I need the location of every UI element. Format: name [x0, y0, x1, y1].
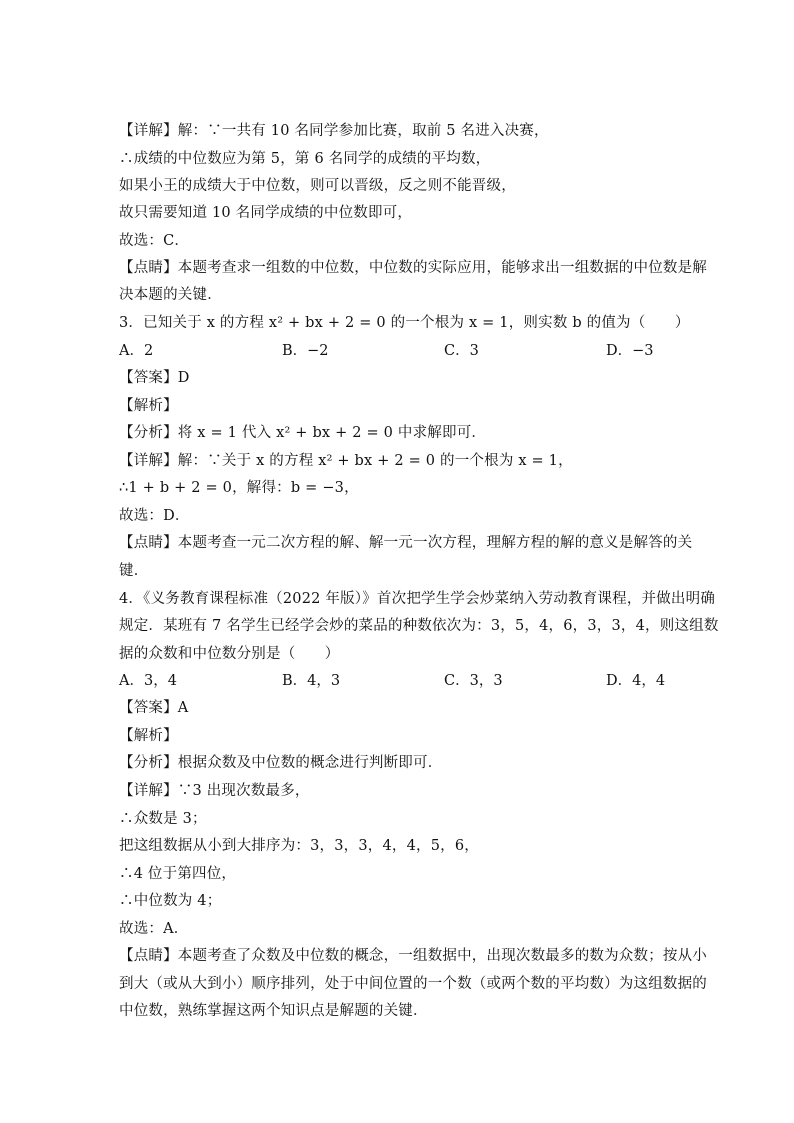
question-4-stem: 4．《义务教育课程标准（2022 年版）》首次把学生学会炒菜纳入劳动教育课程，并做出明确: [119, 591, 716, 607]
text-line: 【详解】解：∵关于 x 的方程 x² + bx + 2 = 0 的一个根为 x = 1，: [119, 453, 573, 469]
answer-label: 【答案】A: [119, 700, 189, 716]
question-3-stem: 3．已知关于 x 的方程 x² + bx + 2 = 0 的一个根为 x = 1，则实数 b 的值为（ ）: [119, 315, 690, 331]
q3-choice-d: D．−3: [606, 343, 654, 359]
text-line: ∴众数是 3；: [119, 811, 207, 827]
q4-choice-a: A．3，4: [119, 673, 177, 689]
q3-choice-b: B．−2: [282, 343, 329, 359]
question-4-stem: 据的众数和中位数分别是（ ）: [119, 646, 340, 662]
text-line: 【点睛】本题考查了众数及中位数的概念，一组数据中，出现次数最多的数为众数；按从小: [119, 948, 707, 964]
q4-choice-c: C．3，3: [444, 673, 503, 689]
q3-choice-a: A．2: [119, 343, 154, 359]
q4-choice-b: B．4，3: [282, 673, 341, 689]
question-4-stem: 规定．某班有 7 名学生已经学会炒的菜品的种数依次为：3，5，4，6，3，3，4，则这组数: [119, 618, 719, 634]
text-line: 键．: [119, 563, 149, 579]
text-line: ∴1 + b + 2 = 0，解得：b = −3，: [119, 480, 359, 496]
text-line: 故选：A．: [119, 921, 189, 937]
text-line: ∴中位数为 4；: [119, 893, 222, 909]
text-line: 决本题的关键．: [119, 287, 222, 303]
text-line: 把这组数据从小到大排序为：3，3，3，4，4，5，6，: [119, 838, 479, 854]
text-line: 中位数，熟练掌握这两个知识点是解题的关键．: [119, 1003, 428, 1019]
text-line: 故只需要知道 10 名同学成绩的中位数即可，: [119, 205, 413, 221]
text-line: 【点睛】本题考查求一组数的中位数，中位数的实际应用，能够求出一组数据的中位数是解: [119, 260, 707, 276]
text-line: 故选：D．: [119, 508, 190, 524]
text-line: 【详解】解：∵一共有 10 名同学参加比赛，取前 5 名进入决赛，: [119, 123, 549, 139]
q3-choice-c: C．3: [444, 343, 479, 359]
text-line: 【分析】根据众数及中位数的概念进行判断即可．: [119, 755, 443, 771]
text-line: 【详解】∵3 出现次数最多，: [119, 783, 310, 799]
text-line: 故选：C．: [119, 233, 190, 249]
text-line: 到大（或从大到小）顺序排列，处于中间位置的一个数（或两个数的平均数）为这组数据的: [119, 976, 707, 992]
q4-choice-d: D．4，4: [606, 673, 666, 689]
text-line: ∴4 位于第四位，: [119, 866, 237, 882]
text-line: 【分析】将 x = 1 代入 x² + bx + 2 = 0 中求解即可．: [119, 425, 487, 441]
text-line: ∴成绩的中位数应为第 5，第 6 名同学的成绩的平均数，: [119, 151, 491, 167]
analysis-label: 【解析】: [119, 398, 178, 414]
text-line: 【点睛】本题考查一元二次方程的解、解一元一次方程，理解方程的解的意义是解答的关: [119, 535, 693, 551]
analysis-label: 【解析】: [119, 728, 178, 744]
answer-label: 【答案】D: [119, 370, 190, 386]
text-line: 如果小王的成绩大于中位数，则可以晋级，反之则不能晋级，: [119, 178, 516, 194]
